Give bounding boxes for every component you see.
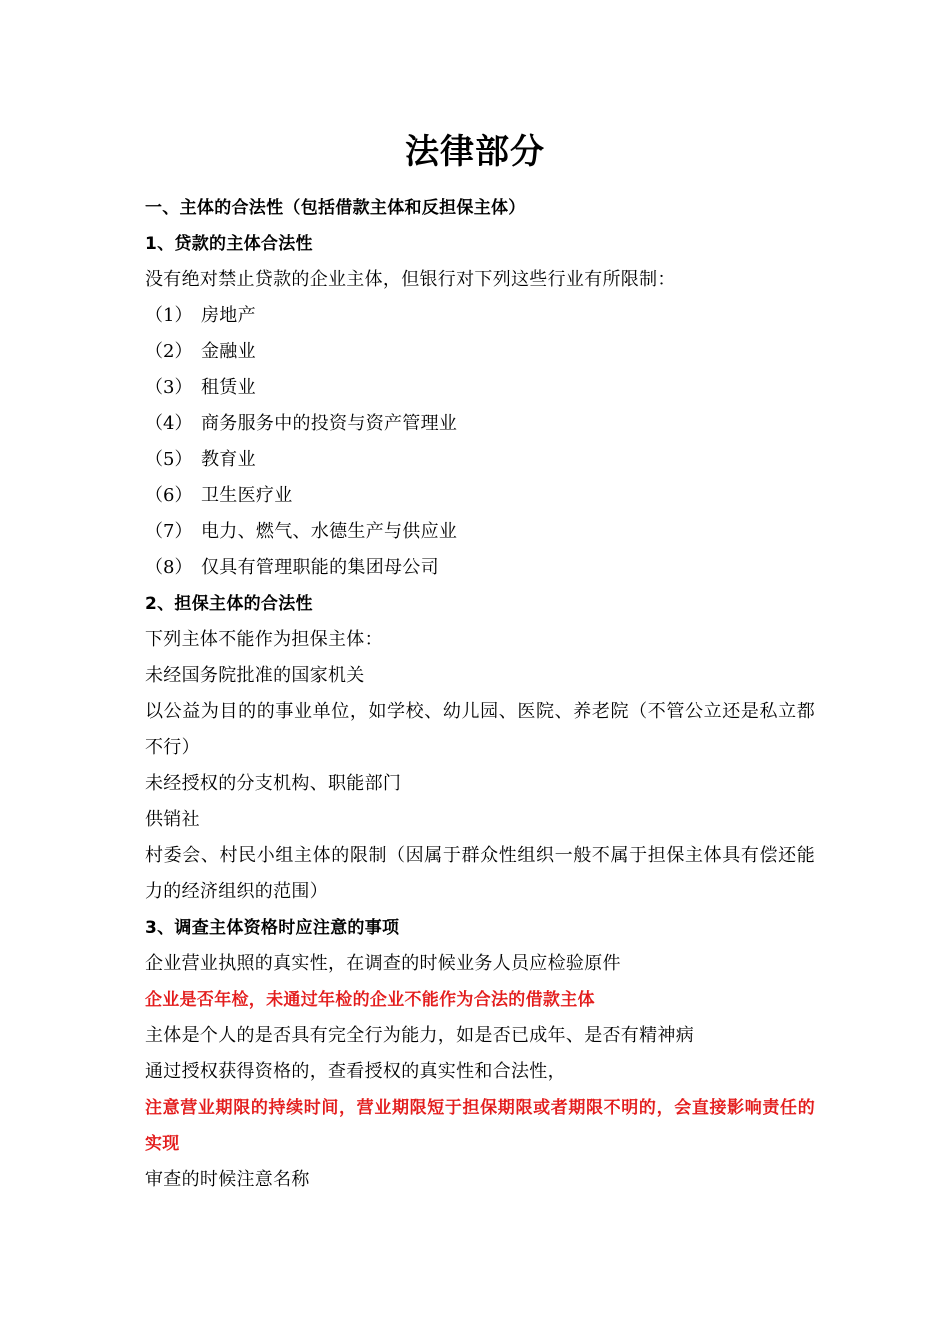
list-item-text: 房地产 <box>201 305 256 326</box>
paragraph: 村委会、村民小组主体的限制（因属于群众性组织一般不属于担保主体具有偿还能力的经济组织的范围） <box>145 845 815 902</box>
page-title: 法律部分 <box>405 132 545 172</box>
list-item-text: 租赁业 <box>201 377 256 398</box>
list-item-number: （5） <box>145 449 193 470</box>
paragraph: 审查的时候注意名称 <box>145 1169 310 1190</box>
list-item-text: 教育业 <box>201 449 256 470</box>
list-item <box>145 442 815 478</box>
paragraph: 企业营业执照的真实性，在调查的时候业务人员应检验原件 <box>145 953 621 974</box>
document-body <box>145 190 815 1198</box>
list-item <box>145 334 815 370</box>
emphasized-paragraph: 注意营业期限的持续时间，营业期限短于担保期限或者期限不明的，会直接影响责任的实现 <box>145 1098 815 1154</box>
list-item-number: （3） <box>145 377 193 398</box>
subsection-heading: 1、贷款的主体合法性 <box>145 234 313 254</box>
paragraph: 以公益为目的的事业单位，如学校、幼儿园、医院、养老院（不管公立还是私立都不行） <box>145 701 815 758</box>
emphasized-paragraph: 企业是否年检，未通过年检的企业不能作为合法的借款主体 <box>145 990 595 1010</box>
list-item <box>145 406 815 442</box>
list-item-number: （4） <box>145 413 193 434</box>
paragraph: 通过授权获得资格的，查看授权的真实性和合法性， <box>145 1061 566 1082</box>
list-item-text: 商务服务中的投资与资产管理业 <box>201 413 458 434</box>
list-item-number: （6） <box>145 485 193 506</box>
list-item <box>145 514 815 550</box>
subsection-heading: 3、调查主体资格时应注意的事项 <box>145 918 400 938</box>
list-item-number: （7） <box>145 521 193 542</box>
list-item-text: 仅具有管理职能的集团母公司 <box>201 557 439 578</box>
list-item <box>145 370 815 406</box>
section-heading: 一、主体的合法性（包括借款主体和反担保主体） <box>145 198 526 218</box>
paragraph: 主体是个人的是否具有完全行为能力，如是否已成年、是否有精神病 <box>145 1025 694 1046</box>
paragraph: 未经授权的分支机构、职能部门 <box>145 773 402 794</box>
list-item-text: 卫生医疗业 <box>201 485 293 506</box>
paragraph: 供销社 <box>145 809 200 830</box>
paragraph: 没有绝对禁止贷款的企业主体，但银行对下列这些行业有所限制： <box>145 269 676 290</box>
paragraph: 下列主体不能作为担保主体： <box>145 629 383 650</box>
list-item-number: （2） <box>145 341 193 362</box>
list-item-text: 金融业 <box>201 341 256 362</box>
list-item-number: （1） <box>145 305 193 326</box>
list-item-number: （8） <box>145 557 193 578</box>
list-item <box>145 550 815 586</box>
list-item <box>145 478 815 514</box>
subsection-heading: 2、担保主体的合法性 <box>145 594 313 614</box>
list-item <box>145 298 815 334</box>
list-item-text: 电力、燃气、水德生产与供应业 <box>201 521 458 542</box>
paragraph: 未经国务院批准的国家机关 <box>145 665 365 686</box>
